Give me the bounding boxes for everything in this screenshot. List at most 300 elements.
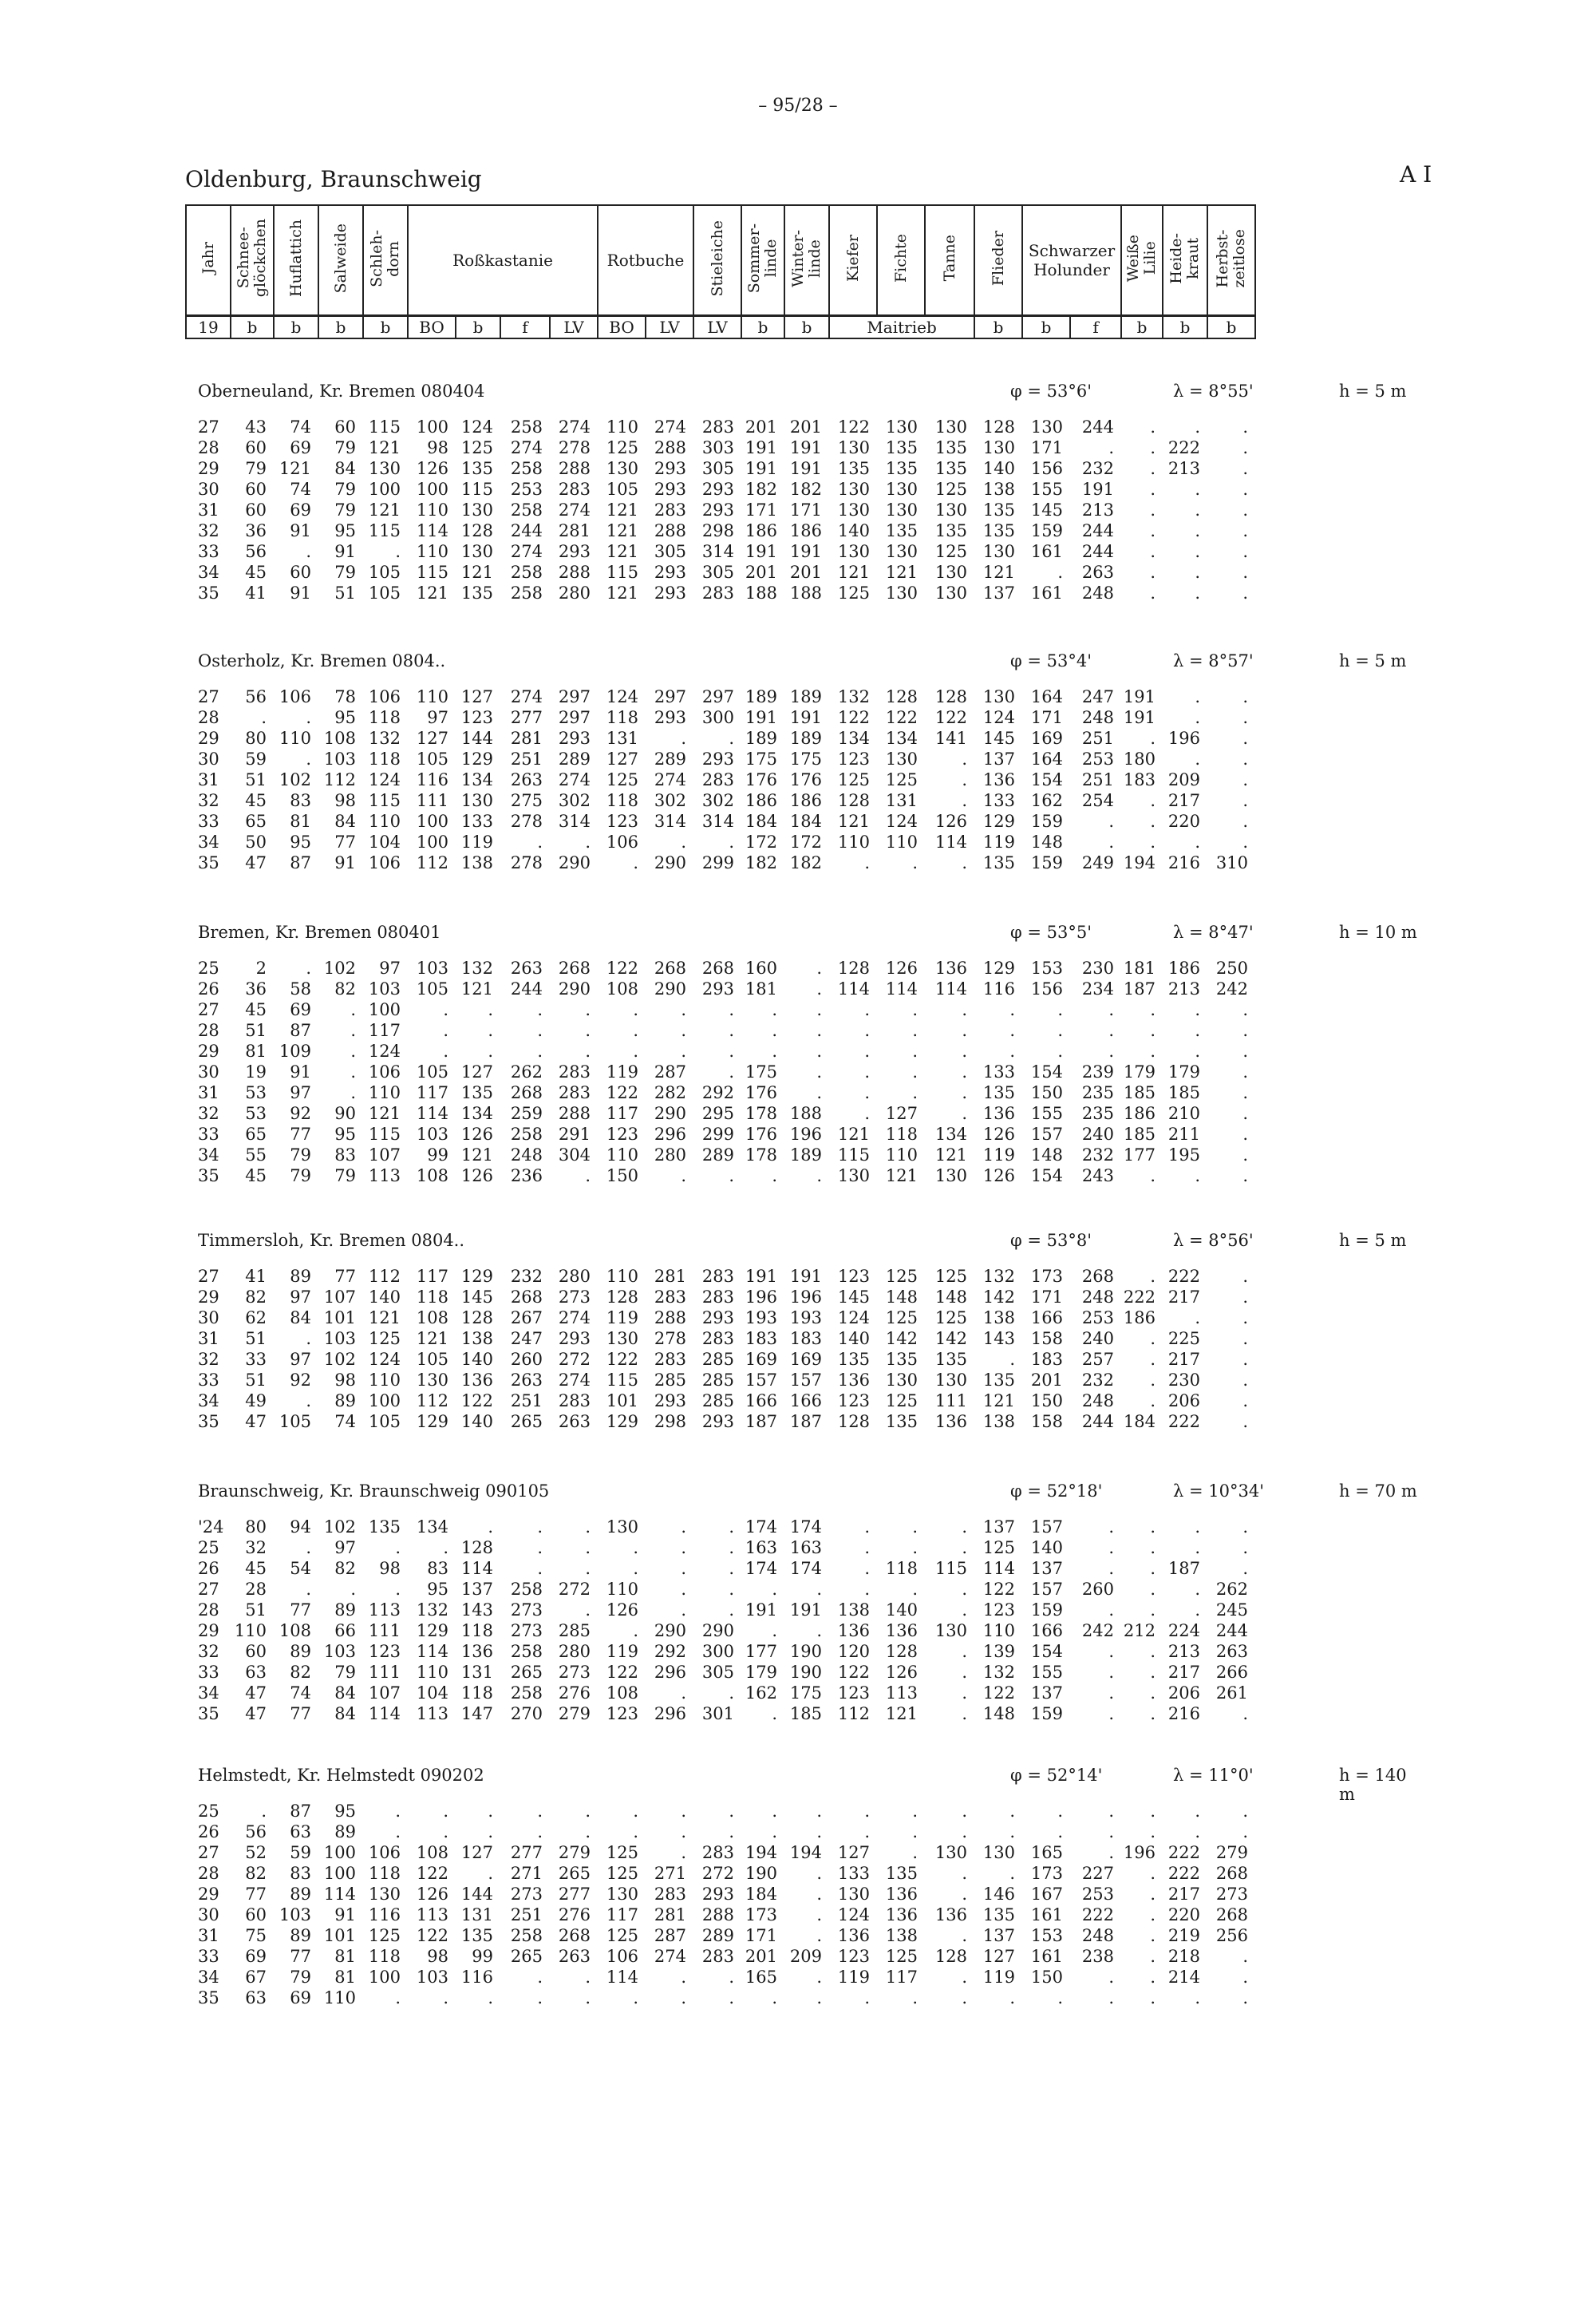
value-cell: 130 <box>885 750 918 769</box>
value-cell: . <box>488 1021 493 1040</box>
value-cell: 95 <box>290 833 311 852</box>
value-cell: 125 <box>885 770 918 789</box>
value-cell: 28 <box>245 1580 267 1599</box>
value-cell: 248 <box>1081 1287 1114 1307</box>
value-cell: 187 <box>1123 979 1156 999</box>
value-cell: 283 <box>558 1391 591 1410</box>
station-block <box>198 1469 1427 1788</box>
value-cell: 89 <box>334 1600 356 1620</box>
value-cell: . <box>1195 583 1200 603</box>
value-cell: 175 <box>789 1683 822 1703</box>
value-cell: . <box>962 1926 967 1945</box>
value-cell: 263 <box>1215 1642 1248 1661</box>
value-cell: 283 <box>701 1843 734 1862</box>
value-cell: . <box>537 1042 543 1061</box>
value-cell: 182 <box>745 853 777 872</box>
station-name: Timmersloh, Kr. Bremen 0804.. <box>198 1231 465 1250</box>
station-phi: φ = 53°5' <box>1010 923 1092 942</box>
value-cell: 185 <box>1123 1125 1156 1144</box>
value-cell: 124 <box>606 687 638 706</box>
value-cell: . <box>1150 1517 1156 1537</box>
value-cell: 110 <box>368 812 401 831</box>
value-cell: 154 <box>1030 770 1063 789</box>
value-cell: . <box>962 1042 967 1061</box>
value-cell: 145 <box>460 1287 493 1307</box>
value-cell: 100 <box>323 1864 356 1883</box>
value-cell: 137 <box>982 750 1015 769</box>
value-cell: . <box>1150 1580 1156 1599</box>
value-cell: 272 <box>558 1350 591 1369</box>
value-cell: 115 <box>934 1559 967 1578</box>
value-cell: 133 <box>982 791 1015 810</box>
value-cell: 110 <box>982 1621 1015 1640</box>
value-cell: . <box>681 1988 686 2007</box>
value-cell: 274 <box>510 542 543 561</box>
value-cell: 159 <box>1030 812 1063 831</box>
table-row <box>198 1103 1254 1124</box>
value-cell: 163 <box>789 1538 822 1557</box>
value-cell: 155 <box>1030 1663 1063 1682</box>
value-cell: 114 <box>416 1642 448 1661</box>
year-cell: 31 <box>198 500 219 520</box>
station-phi: φ = 53°8' <box>1010 1231 1092 1250</box>
value-cell: . <box>772 1000 777 1019</box>
value-cell: . <box>1242 459 1248 478</box>
value-cell: 164 <box>1030 687 1063 706</box>
value-cell: 118 <box>606 791 638 810</box>
value-cell: . <box>350 1021 356 1040</box>
value-cell: 104 <box>416 1683 448 1703</box>
value-cell: 136 <box>837 1621 870 1640</box>
value-cell: . <box>1150 1642 1156 1661</box>
value-cell: . <box>1195 750 1200 769</box>
value-cell: 41 <box>245 1267 267 1286</box>
value-cell: . <box>962 1968 967 1987</box>
value-cell: 116 <box>460 1968 493 1987</box>
value-cell: 134 <box>460 770 493 789</box>
value-cell: 150 <box>606 1166 638 1185</box>
value-cell: 184 <box>1123 1412 1156 1431</box>
value-cell: 169 <box>1030 729 1063 748</box>
value-cell: 140 <box>368 1287 401 1307</box>
value-cell: 136 <box>460 1370 493 1390</box>
value-cell: . <box>1242 791 1248 810</box>
value-cell: 263 <box>558 1947 591 1966</box>
value-cell: . <box>1195 1042 1200 1061</box>
value-cell: 92 <box>290 1104 311 1123</box>
year-cell: 32 <box>198 1642 219 1661</box>
value-cell: . <box>729 1042 734 1061</box>
value-cell: . <box>1108 1021 1114 1040</box>
value-cell: 280 <box>558 583 591 603</box>
value-cell: 184 <box>745 1885 777 1904</box>
value-cell: 265 <box>510 1947 543 1966</box>
value-cell: 140 <box>885 1600 918 1620</box>
value-cell: . <box>1108 1559 1114 1578</box>
value-cell: 82 <box>245 1287 267 1307</box>
value-cell: . <box>772 1042 777 1061</box>
value-cell: 283 <box>701 1329 734 1348</box>
value-cell: 121 <box>885 1704 918 1723</box>
value-cell: 253 <box>1081 1885 1114 1904</box>
value-cell: 257 <box>1081 1350 1114 1369</box>
table-row <box>198 790 1254 811</box>
value-cell: 288 <box>558 459 591 478</box>
value-cell: 120 <box>837 1642 870 1661</box>
column-header: Schnee- glöckchen <box>231 205 274 316</box>
value-cell: 279 <box>558 1704 591 1723</box>
value-cell: 97 <box>379 959 401 978</box>
value-cell: 162 <box>1030 791 1063 810</box>
value-cell: 41 <box>245 583 267 603</box>
value-cell: 91 <box>290 583 311 603</box>
value-cell: 283 <box>654 500 686 520</box>
value-cell: 189 <box>789 729 822 748</box>
value-cell: 79 <box>290 1145 311 1165</box>
station-lambda: λ = 11°0' <box>1173 1766 1254 1785</box>
value-cell: 283 <box>701 1287 734 1307</box>
value-cell: . <box>729 1021 734 1040</box>
value-cell: 83 <box>290 1864 311 1883</box>
value-cell: . <box>962 1600 967 1620</box>
value-cell: 130 <box>885 500 918 520</box>
value-cell: 105 <box>606 480 638 499</box>
value-cell: . <box>962 1864 967 1883</box>
column-header: Stieleiche <box>693 205 741 316</box>
value-cell: 230 <box>1167 1370 1200 1390</box>
value-cell: . <box>1108 1802 1114 1821</box>
value-cell: 305 <box>701 1663 734 1682</box>
value-cell: . <box>912 1988 918 2007</box>
value-cell: . <box>1108 1000 1114 1019</box>
year-cell: 34 <box>198 833 219 852</box>
value-cell: 79 <box>245 459 267 478</box>
year-cell: 29 <box>198 729 219 748</box>
station-data-table <box>198 417 1254 603</box>
value-cell: 75 <box>245 1926 267 1945</box>
value-cell: 81 <box>245 1042 267 1061</box>
value-cell: 97 <box>290 1083 311 1102</box>
value-cell: 101 <box>323 1926 356 1945</box>
value-cell: . <box>962 1802 967 1821</box>
year-cell: 27 <box>198 1580 219 1599</box>
value-cell: 125 <box>606 438 638 457</box>
value-cell: . <box>962 750 967 769</box>
value-cell: 47 <box>245 1683 267 1703</box>
value-cell: 118 <box>368 1864 401 1883</box>
value-cell: 100 <box>416 812 448 831</box>
value-cell: 58 <box>290 979 311 999</box>
value-cell: 248 <box>1081 708 1114 727</box>
value-cell: 100 <box>416 480 448 499</box>
station-data-table <box>198 1801 1254 2008</box>
value-cell: 56 <box>245 687 267 706</box>
value-cell: . <box>962 1885 967 1904</box>
page-number: – 95/28 – <box>758 96 838 116</box>
value-cell: . <box>681 1968 686 1987</box>
value-cell: 126 <box>885 1663 918 1682</box>
value-cell: . <box>1108 1042 1114 1061</box>
value-cell: 130 <box>934 1370 967 1390</box>
value-cell: . <box>681 1580 686 1599</box>
value-cell: 248 <box>510 1145 543 1165</box>
value-cell: 217 <box>1167 1885 1200 1904</box>
year-cell: 26 <box>198 979 219 999</box>
value-cell: 110 <box>885 1145 918 1165</box>
value-cell: 191 <box>1123 687 1156 706</box>
value-cell: . <box>1108 1968 1114 1987</box>
value-cell: 296 <box>654 1704 686 1723</box>
value-cell: 158 <box>1030 1412 1063 1431</box>
value-cell: 130 <box>982 687 1015 706</box>
value-cell: . <box>729 1968 734 1987</box>
value-cell: 45 <box>245 1559 267 1578</box>
value-cell: 32 <box>245 1538 267 1557</box>
value-cell: . <box>443 1000 448 1019</box>
value-cell: . <box>681 729 686 748</box>
value-cell: . <box>1242 1021 1248 1040</box>
value-cell: 287 <box>654 1926 686 1945</box>
value-cell: 253 <box>1081 1308 1114 1327</box>
year-cell: 31 <box>198 1926 219 1945</box>
value-cell: 130 <box>934 563 967 582</box>
value-cell: 222 <box>1123 1287 1156 1307</box>
value-cell: . <box>633 1021 638 1040</box>
value-cell: 293 <box>701 480 734 499</box>
value-cell: 19 <box>245 1062 267 1082</box>
value-cell: . <box>1242 500 1248 520</box>
value-cell: 218 <box>1167 1947 1200 1966</box>
value-cell: 131 <box>460 1663 493 1682</box>
table-row <box>198 1579 1254 1600</box>
value-cell: . <box>1108 1822 1114 1841</box>
value-cell: 103 <box>416 1125 448 1144</box>
value-cell: . <box>816 1802 822 1821</box>
value-cell: 106 <box>368 687 401 706</box>
value-cell: 137 <box>982 583 1015 603</box>
value-cell: 217 <box>1167 1663 1200 1682</box>
station-data-table <box>198 1266 1254 1432</box>
column-header: Sommer- linde <box>741 205 784 316</box>
value-cell: 82 <box>334 979 356 999</box>
value-cell: 121 <box>279 459 311 478</box>
value-cell: 176 <box>745 1125 777 1144</box>
value-cell: 167 <box>1030 1885 1063 1904</box>
value-cell: . <box>537 1000 543 1019</box>
value-cell: 232 <box>1081 459 1114 478</box>
station-data-table <box>198 958 1254 1186</box>
value-cell: . <box>395 1538 401 1557</box>
value-cell: . <box>1150 583 1156 603</box>
table-row <box>198 1600 1254 1620</box>
year-cell: 32 <box>198 1104 219 1123</box>
table-row <box>198 1884 1254 1904</box>
station-h: h = 70 m <box>1339 1481 1417 1501</box>
value-cell: 116 <box>416 770 448 789</box>
value-cell: 232 <box>1081 1145 1114 1165</box>
value-cell: 122 <box>460 1391 493 1410</box>
value-cell: 132 <box>982 1663 1015 1682</box>
value-cell: 191 <box>789 708 822 727</box>
value-cell: 121 <box>606 542 638 561</box>
value-cell: . <box>1195 1600 1200 1620</box>
value-cell: 69 <box>245 1947 267 1966</box>
value-cell: 258 <box>510 1683 543 1703</box>
station-header <box>198 1218 1427 1266</box>
value-cell: 258 <box>510 500 543 520</box>
table-row <box>198 1641 1254 1662</box>
value-cell: 209 <box>789 1947 822 1966</box>
value-cell: 51 <box>245 1600 267 1620</box>
value-cell: 122 <box>982 1683 1015 1703</box>
value-cell: 110 <box>368 1370 401 1390</box>
value-cell: 146 <box>982 1885 1015 1904</box>
value-cell: 268 <box>558 1926 591 1945</box>
table-row <box>198 1904 1254 1925</box>
value-cell: 293 <box>558 1329 591 1348</box>
value-cell: 100 <box>368 1968 401 1987</box>
value-cell: . <box>1150 1350 1156 1369</box>
table-row <box>198 1411 1254 1432</box>
value-cell: 45 <box>245 1000 267 1019</box>
value-cell: 159 <box>1030 853 1063 872</box>
column-header: Fichte <box>877 205 925 316</box>
value-cell: 108 <box>606 1683 638 1703</box>
value-cell: 122 <box>606 959 638 978</box>
value-cell: 258 <box>510 563 543 582</box>
year-cell: 27 <box>198 687 219 706</box>
value-cell: . <box>864 1822 870 1841</box>
value-cell: 174 <box>789 1559 822 1578</box>
value-cell: 84 <box>290 1308 311 1327</box>
value-cell: 123 <box>982 1600 1015 1620</box>
table-row <box>198 1967 1254 1988</box>
table-row <box>198 686 1254 707</box>
value-cell: 82 <box>334 1559 356 1578</box>
value-cell: . <box>864 853 870 872</box>
year-cell: 33 <box>198 1947 219 1966</box>
value-cell: . <box>633 1042 638 1061</box>
value-cell: 106 <box>368 1843 401 1862</box>
value-cell: 290 <box>558 979 591 999</box>
value-cell: 135 <box>460 583 493 603</box>
value-cell: . <box>1242 729 1248 748</box>
value-cell: 123 <box>837 1683 870 1703</box>
value-cell: 60 <box>245 500 267 520</box>
value-cell: 74 <box>334 1412 356 1431</box>
value-cell: . <box>1150 1926 1156 1945</box>
value-cell: . <box>1150 1683 1156 1703</box>
value-cell: 172 <box>745 833 777 852</box>
value-cell: 97 <box>427 708 448 727</box>
year-cell: 33 <box>198 1370 219 1390</box>
year-cell: 35 <box>198 1988 219 2007</box>
year-cell: 29 <box>198 1042 219 1061</box>
value-cell: 283 <box>558 1062 591 1082</box>
value-cell: . <box>1242 521 1248 540</box>
value-cell: . <box>585 1021 591 1040</box>
value-cell: . <box>962 1988 967 2007</box>
value-cell: 130 <box>934 1166 967 1185</box>
value-cell: . <box>1242 542 1248 561</box>
year-cell: 33 <box>198 542 219 561</box>
value-cell: 54 <box>290 1559 311 1578</box>
value-cell: 128 <box>837 959 870 978</box>
value-cell: . <box>1242 812 1248 831</box>
year-cell: '24 <box>198 1517 224 1537</box>
table-row <box>198 749 1254 769</box>
value-cell: 213 <box>1081 500 1114 520</box>
value-cell: 91 <box>290 521 311 540</box>
value-cell: . <box>1150 1042 1156 1061</box>
value-cell: 143 <box>982 1329 1015 1348</box>
value-cell: 138 <box>460 1329 493 1348</box>
value-cell: . <box>585 1822 591 1841</box>
value-cell: 114 <box>934 979 967 999</box>
value-cell: 150 <box>1030 1968 1063 1987</box>
year-cell: 35 <box>198 1166 219 1185</box>
value-cell: 240 <box>1081 1329 1114 1348</box>
value-cell: 115 <box>368 521 401 540</box>
value-cell: 177 <box>745 1642 777 1661</box>
value-cell: . <box>1242 438 1248 457</box>
value-cell: 95 <box>427 1580 448 1599</box>
value-cell: . <box>1108 1704 1114 1723</box>
value-cell: 125 <box>934 542 967 561</box>
value-cell: 87 <box>290 1802 311 1821</box>
table-row <box>198 1946 1254 1967</box>
value-cell: 91 <box>334 1905 356 1924</box>
value-cell: . <box>816 1000 822 1019</box>
value-cell: 222 <box>1167 1412 1200 1431</box>
value-cell: 140 <box>982 459 1015 478</box>
value-cell: 274 <box>654 1947 686 1966</box>
value-cell: 258 <box>510 459 543 478</box>
value-cell: 131 <box>885 791 918 810</box>
value-cell: 186 <box>1167 959 1200 978</box>
year-cell: 28 <box>198 1021 219 1040</box>
table-row <box>198 458 1254 479</box>
column-header: Kiefer <box>829 205 877 316</box>
year-cell: 27 <box>198 1267 219 1286</box>
value-cell: 130 <box>934 583 967 603</box>
table-row <box>198 1988 1254 2008</box>
value-cell: 125 <box>885 1267 918 1286</box>
value-cell: 176 <box>789 770 822 789</box>
value-cell: 118 <box>368 1947 401 1966</box>
value-cell: 259 <box>510 1104 543 1123</box>
value-cell: 174 <box>745 1517 777 1537</box>
value-cell: 69 <box>290 1988 311 2007</box>
value-cell: . <box>1242 1104 1248 1123</box>
value-cell: 59 <box>245 750 267 769</box>
year-cell: 33 <box>198 812 219 831</box>
value-cell: 217 <box>1167 1287 1200 1307</box>
value-cell: 69 <box>290 500 311 520</box>
value-cell: 293 <box>701 750 734 769</box>
value-cell: 234 <box>1081 979 1114 999</box>
value-cell: 191 <box>745 438 777 457</box>
table-row <box>198 1863 1254 1884</box>
value-cell: 273 <box>510 1885 543 1904</box>
value-cell: 47 <box>245 853 267 872</box>
value-cell: 135 <box>837 459 870 478</box>
value-cell: 156 <box>1030 979 1063 999</box>
value-cell: 110 <box>416 1663 448 1682</box>
value-cell: 272 <box>701 1864 734 1883</box>
value-cell: 138 <box>837 1600 870 1620</box>
value-cell: 277 <box>558 1885 591 1904</box>
